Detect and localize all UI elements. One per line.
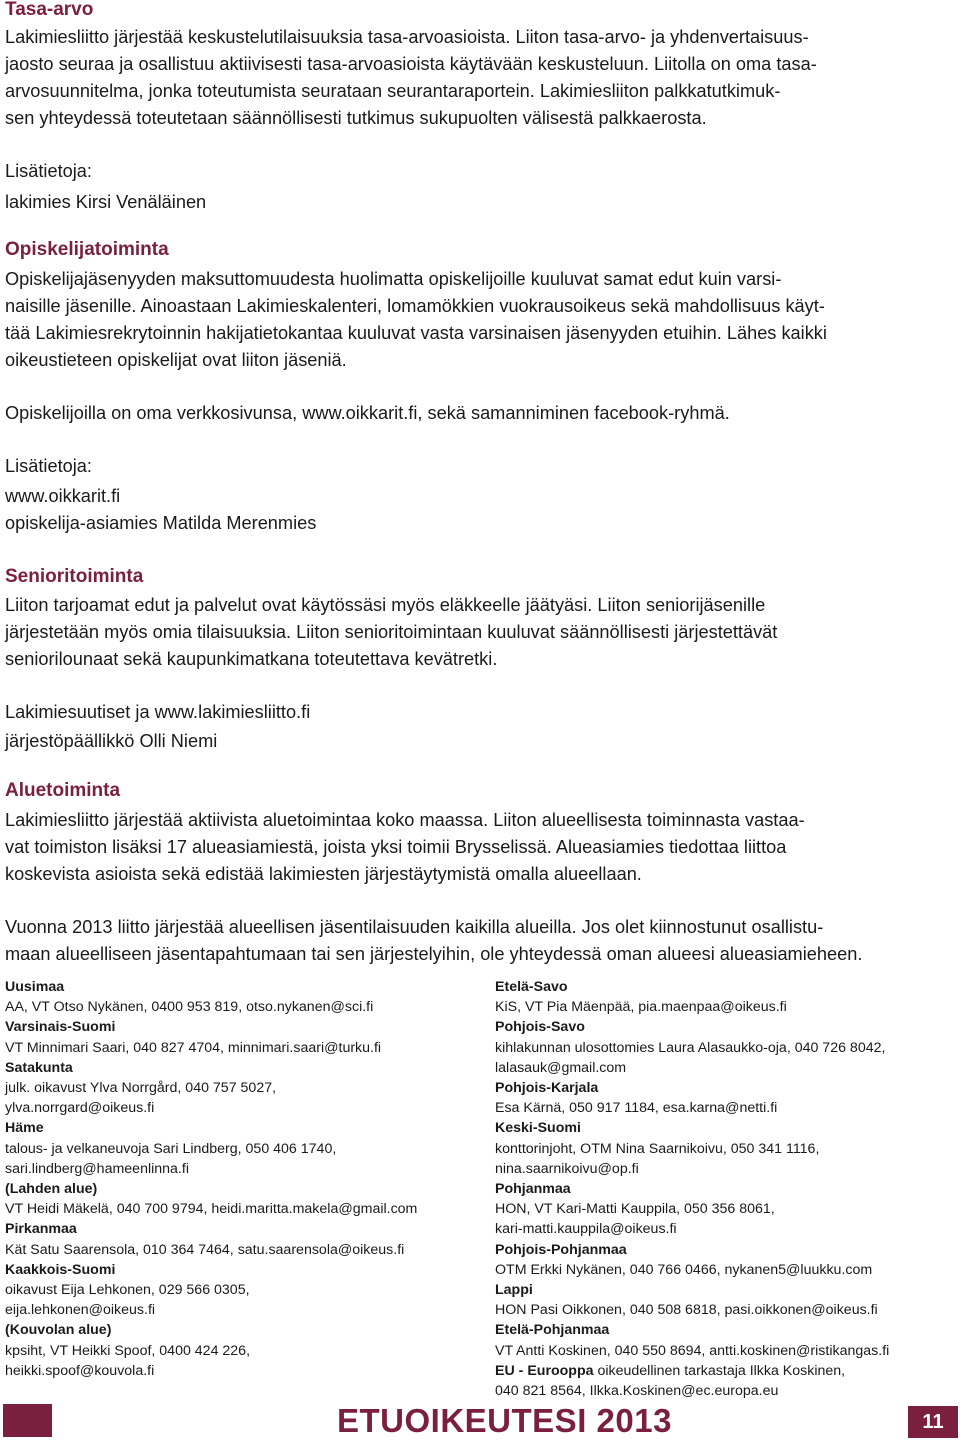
region-name: Pohjois-Savo xyxy=(495,1019,585,1036)
region-name: Häme xyxy=(5,1120,44,1137)
region-contact: AA, VT Otso Nykänen, 0400 953 819, otso.nykanen@sci.fi xyxy=(5,999,374,1016)
region-contact: OTM Erkki Nykänen, 040 766 0466, nykanen5@luukku.com xyxy=(495,1261,873,1278)
footer-title: ETUOIKEUTESI 2013 xyxy=(337,1402,672,1439)
text-line: seniorilounaat sekä kaupunkimatkana toteutettava kevätretki. xyxy=(5,649,498,669)
region-contact: VT Heidi Mäkelä, 040 700 9794, heidi.maritta.makela@gmail.com xyxy=(5,1201,418,1218)
region-contact: kihlakunnan ulosottomies Laura Alasaukko-oja, 040 726 8042, xyxy=(495,1039,886,1056)
region-entry xyxy=(495,1078,955,1118)
text-line: jaosto seuraa ja osallistuu aktiivisesti tasa-arvoasioista käytävään keskusteluun. Liitolla on oma tasa- xyxy=(5,54,817,74)
region-contact: kpsiht, VT Heikki Spoof, 0400 424 226, xyxy=(5,1342,251,1359)
region-name: Pohjanmaa xyxy=(495,1181,571,1198)
region-contact: sari.lindberg@hameenlinna.fi xyxy=(5,1160,189,1177)
text-line: sen yhteydessä toteutetaan säännöllisesti tutkimus sukupuolten välisestä palkkaerosta. xyxy=(5,108,707,128)
section-senioritoiminta xyxy=(5,567,955,755)
region-contact: nina.saarnikoivu@op.fi xyxy=(495,1160,639,1177)
region-entry xyxy=(495,1280,955,1320)
text-line: arvosuunnitelma, jonka toteutumista seurataan seurantaraportein. Lakimiesliiton palkkatutkimuk- xyxy=(5,81,781,101)
region-contact xyxy=(495,1361,955,1381)
heading-senioritoiminta: Senioritoiminta xyxy=(5,566,144,587)
info-line: Lakimiesuutiset ja www.lakimiesliitto.fi xyxy=(5,702,311,722)
region-name: Pirkanmaa xyxy=(5,1221,77,1238)
region-entry xyxy=(495,1017,955,1078)
heading-opiskelijatoiminta: Opiskelijatoiminta xyxy=(5,239,169,260)
region-entry xyxy=(5,1320,475,1381)
region-entry xyxy=(495,1320,955,1360)
region-name: Varsinais-Suomi xyxy=(5,1019,116,1036)
region-entry xyxy=(5,1260,475,1321)
region-entry-eu xyxy=(495,1361,955,1401)
region-entry xyxy=(5,1179,475,1219)
info-person: järjestöpäällikkö Olli Niemi xyxy=(5,731,218,751)
info-label: Lisätietoja: xyxy=(5,161,92,181)
page-number: 11 xyxy=(908,1406,958,1438)
text-line: Vuonna 2013 liitto järjestää alueellisen jäsentilaisuuden kaikilla alueilla. Jos olet kiinnostunut osallistu- xyxy=(5,917,824,937)
region-entry xyxy=(495,1118,955,1179)
region-name: Kaakkois-Suomi xyxy=(5,1261,116,1278)
region-entry xyxy=(495,1240,955,1280)
info-person: opiskelija-asiamies Matilda Merenmies xyxy=(5,513,317,533)
info-person: lakimies Kirsi Venäläinen xyxy=(5,192,207,212)
section-tasa-arvo xyxy=(5,0,955,216)
text-line: maan alueelliseen jäsentapahtumaan tai sen järjestelyihin, ole yhteydessä oman alueesi alueasiamieheen. xyxy=(5,944,863,964)
region-entry xyxy=(495,977,955,1017)
text-line: järjestetään myös omia tilaisuuksia. Liiton senioritoimintaan kuuluvat säännöllisesti järjestettävät xyxy=(5,622,778,642)
heading-tasa-arvo: Tasa-arvo xyxy=(5,0,94,20)
region-contact: VT Antti Koskinen, 040 550 8694, antti.koskinen@ristikangas.fi xyxy=(495,1342,890,1359)
region-contact: konttorinjoht, OTM Nina Saarnikoivu, 050 341 1116, xyxy=(495,1140,820,1157)
region-entry xyxy=(5,1219,475,1259)
region-contact: Kät Satu Saarensola, 010 364 7464, satu.saarensola@oikeus.fi xyxy=(5,1241,405,1258)
heading-aluetoiminta: Aluetoiminta xyxy=(5,780,121,801)
region-name: Satakunta xyxy=(5,1059,73,1076)
section-aluetoiminta xyxy=(5,781,955,968)
info-web-link[interactable]: www.oikkarit.fi xyxy=(5,486,121,506)
region-name: Pohjois-Karjala xyxy=(495,1080,599,1097)
region-entry xyxy=(495,1179,955,1240)
region-name: Pohjois-Pohjanmaa xyxy=(495,1241,627,1258)
region-contact: Esa Kärnä, 050 917 1184, esa.karna@netti.fi xyxy=(495,1100,778,1117)
region-entry xyxy=(5,977,475,1017)
region-entry xyxy=(5,1118,475,1179)
text-line: Lakimiesliitto järjestää keskustelutilaisuuksia tasa-arvoasioista. Liiton tasa-arvo- ja yhdenvertaisuus- xyxy=(5,27,809,47)
web-line: Opiskelijoilla on oma verkkosivunsa, www.oikkarit.fi, sekä samanniminen facebook-ryhmä. xyxy=(5,403,730,423)
region-contact: HON Pasi Oikkonen, 040 508 6818, pasi.oikkonen@oikeus.fi xyxy=(495,1302,878,1319)
region-column-left xyxy=(5,977,475,1381)
region-name: Etelä-Pohjanmaa xyxy=(495,1322,610,1339)
region-contact: kari-matti.kauppila@oikeus.fi xyxy=(495,1221,677,1238)
region-contact: talous- ja velkaneuvoja Sari Lindberg, 050 406 1740, xyxy=(5,1140,337,1157)
region-name: (Lahden alue) xyxy=(5,1181,98,1198)
region-contact: oikavust Eija Lehkonen, 029 566 0305, xyxy=(5,1282,250,1299)
region-contact: heikki.spoof@kouvola.fi xyxy=(5,1362,155,1379)
region-name: Etelä-Savo xyxy=(495,979,568,995)
region-contact-text: oikeudellinen tarkastaja Ilkka Koskinen, xyxy=(593,1362,846,1379)
text-line: tää Lakimiesrekrytoinnin hakijatietokantaa kuuluvat vasta varsinaisen jäsenyyden etuihin. Lähes kaikki xyxy=(5,323,827,343)
region-entry xyxy=(5,1058,475,1119)
region-contact: ylva.norrgard@oikeus.fi xyxy=(5,1100,155,1117)
region-name: Uusimaa xyxy=(5,979,65,995)
region-entry xyxy=(5,1017,475,1057)
region-contact: HON, VT Kari-Matti Kauppila, 050 356 8061, xyxy=(495,1201,775,1218)
region-contact: KiS, VT Pia Mäenpää, pia.maenpaa@oikeus.fi xyxy=(495,999,787,1016)
text-line: koskevista asioista sekä edistää lakimiesten järjestäytymistä omalla alueellaan. xyxy=(5,864,642,884)
footer-decor-box xyxy=(3,1404,52,1437)
region-name: EU - Eurooppa xyxy=(495,1362,594,1379)
info-label: Lisätietoja: xyxy=(5,456,92,476)
region-contact: eija.lehkonen@oikeus.fi xyxy=(5,1302,156,1319)
text-line: Liiton tarjoamat edut ja palvelut ovat käytössäsi myös eläkkeelle jäätyäsi. Liiton seniorijäsenille xyxy=(5,595,766,615)
text-line: Opiskelijajäsenyyden maksuttomuudesta huolimatta opiskelijoille kuuluvat samat edut kuin varsi- xyxy=(5,269,782,289)
region-contact: VT Minnimari Saari, 040 827 4704, minnimari.saari@turku.fi xyxy=(5,1039,382,1056)
text-line: Lakimiesliitto järjestää aktiivista aluetoimintaa koko maassa. Liiton alueellisesta toiminnasta vastaa- xyxy=(5,810,805,830)
text-line: vat toimiston lisäksi 17 alueasiamiestä, joista yksi toimii Brysselissä. Alueasiamies tiedottaa liittoa xyxy=(5,837,787,857)
region-name: (Kouvolan alue) xyxy=(5,1322,112,1339)
text-line: oikeustieteen opiskelijat ovat liiton jäseniä. xyxy=(5,350,347,370)
text-line: naisille jäsenille. Ainoastaan Lakimieskalenteri, lomamökkien vuokrausoikeus sekä mahdollisuus käyt- xyxy=(5,296,825,316)
region-contact: lalasauk@gmail.com xyxy=(495,1059,627,1076)
region-column-right xyxy=(495,977,955,1401)
region-contact: julk. oikavust Ylva Norrgård, 040 757 5027, xyxy=(5,1080,277,1097)
region-name: Lappi xyxy=(495,1282,533,1299)
region-contact: 040 821 8564, Ilkka.Koskinen@ec.europa.eu xyxy=(495,1383,779,1400)
section-opiskelijatoiminta xyxy=(5,240,955,537)
region-name: Keski-Suomi xyxy=(495,1120,581,1137)
